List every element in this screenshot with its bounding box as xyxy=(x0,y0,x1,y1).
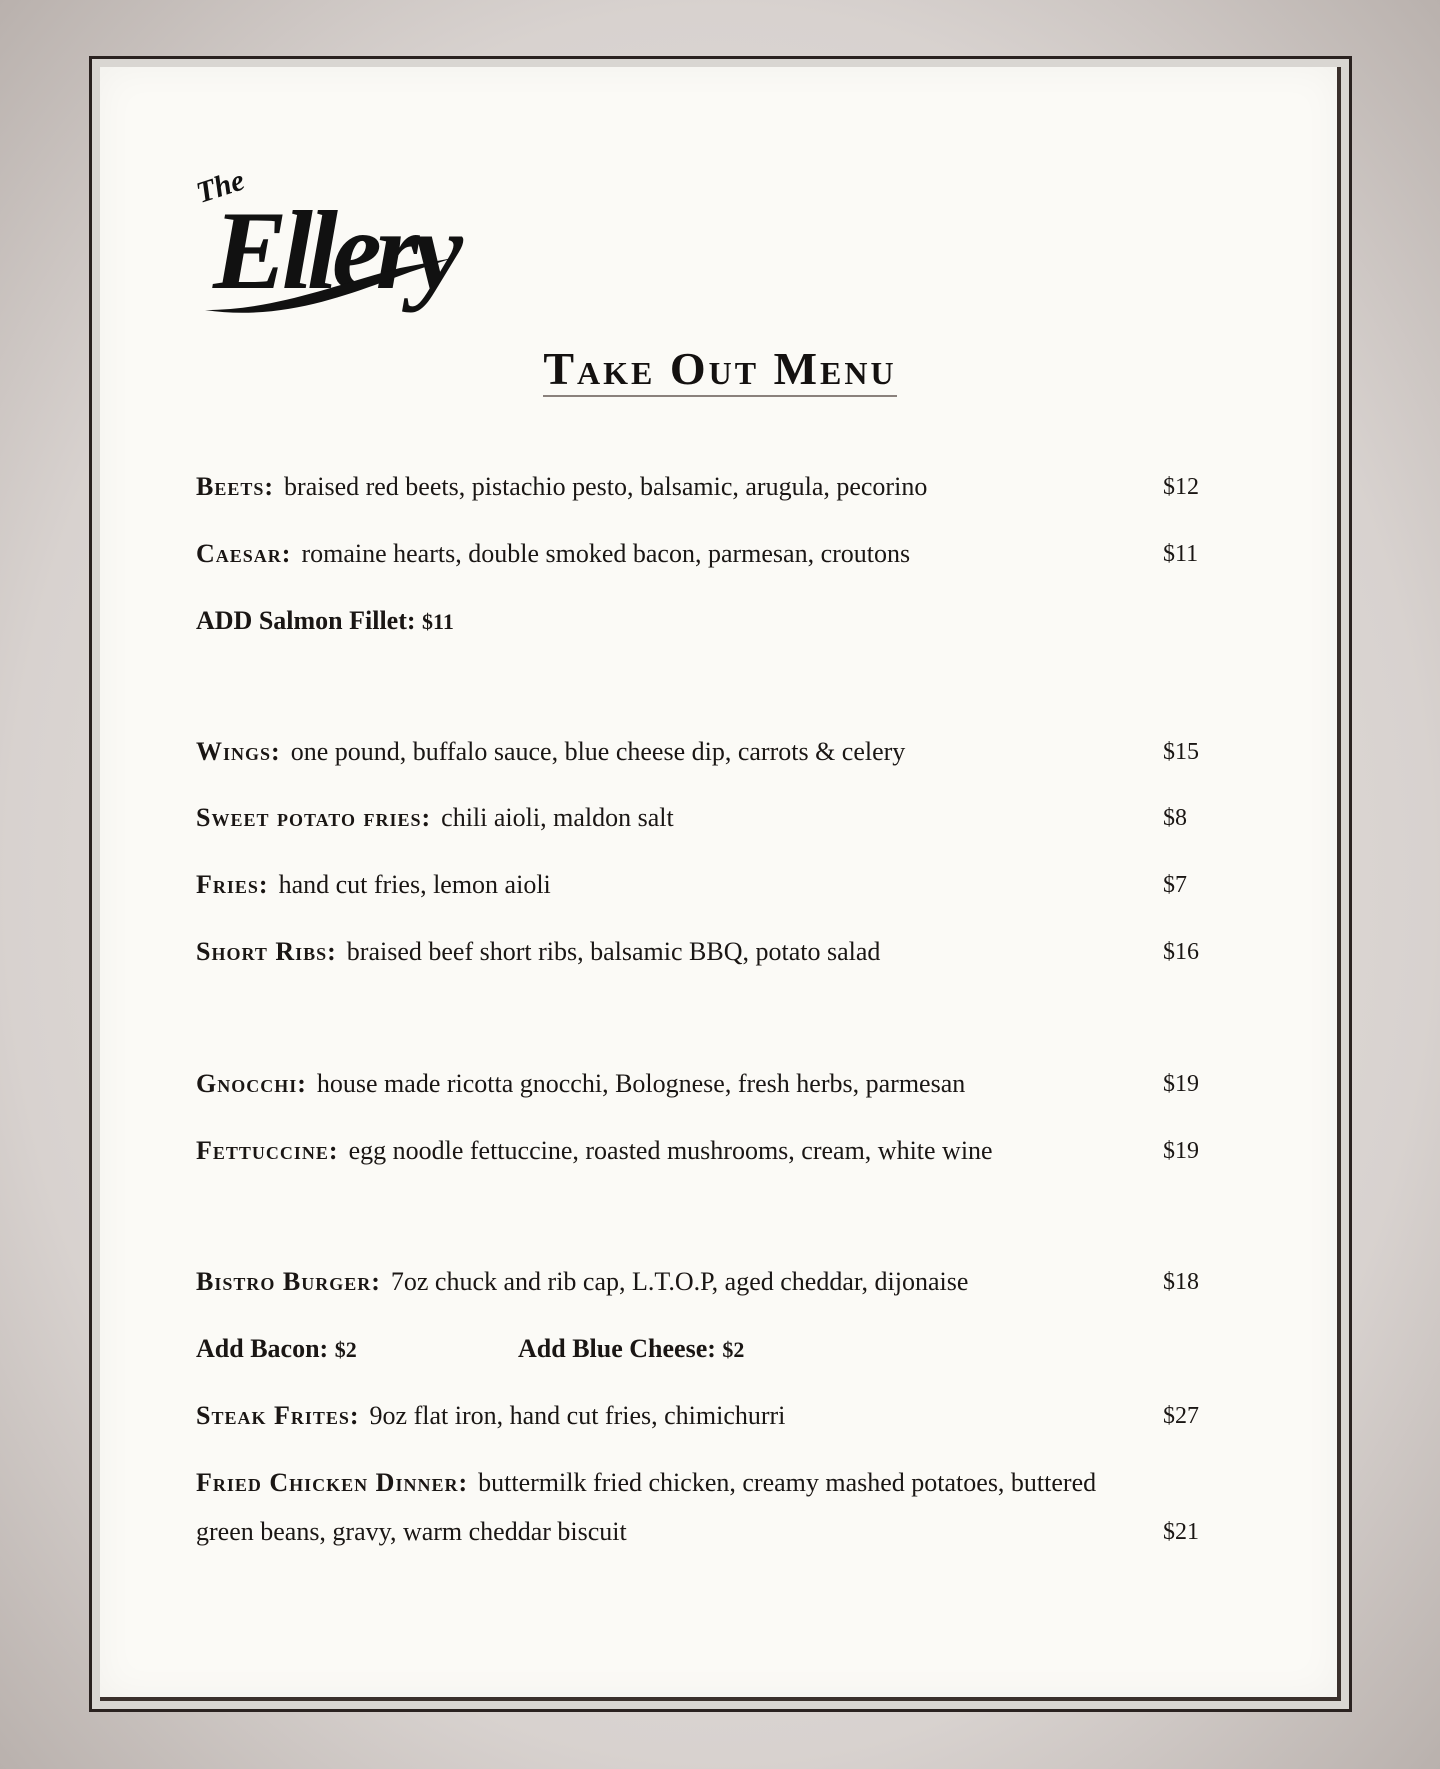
addon-price: $11 xyxy=(422,609,454,634)
logo-main-text: Ellery xyxy=(213,189,457,313)
addon-label: Add Bacon: xyxy=(196,1334,329,1363)
addon-price: $2 xyxy=(334,1337,357,1362)
menu-item-bistro-burger xyxy=(196,1264,1201,1300)
menu-item-fried-chicken xyxy=(196,1465,1201,1501)
addon-price: $2 xyxy=(722,1337,745,1362)
item-name: Wings: xyxy=(196,737,281,766)
item-name: Bistro Burger: xyxy=(196,1267,381,1296)
menu-item-beets xyxy=(196,469,1201,505)
item-desc: romaine hearts, double smoked bacon, parmesan, croutons xyxy=(301,539,911,568)
menu-item-fried-chicken-line2 xyxy=(196,1514,1201,1550)
menu-item-wings xyxy=(196,734,1201,770)
item-desc: hand cut fries, lemon aioli xyxy=(278,870,551,899)
addon-blue-cheese xyxy=(518,1331,744,1368)
item-name: Fried Chicken Dinner: xyxy=(196,1468,469,1497)
item-name: Short Ribs: xyxy=(196,937,337,966)
item-name: Fettuccine: xyxy=(196,1136,339,1165)
item-desc: 9oz flat iron, hand cut fries, chimichurri xyxy=(369,1401,786,1430)
item-desc: green beans, gravy, warm cheddar biscuit xyxy=(196,1517,627,1546)
menu-item-fettuccine xyxy=(196,1133,1201,1169)
logo-small-text: The xyxy=(195,163,249,210)
item-desc: one pound, buffalo sauce, blue cheese dip, carrots & celery xyxy=(290,737,906,766)
addon-burger-extras xyxy=(196,1331,1201,1368)
menu-item-gnocchi xyxy=(196,1066,1201,1102)
item-price: $19 xyxy=(1163,1138,1199,1164)
menu-item-fries xyxy=(196,867,1201,903)
item-desc: buttermilk fried chicken, creamy mashed potatoes, buttered xyxy=(478,1468,1097,1497)
item-price: $7 xyxy=(1163,872,1187,898)
addon-salmon xyxy=(196,603,1201,640)
item-price: $27 xyxy=(1163,1403,1199,1429)
item-desc: braised red beets, pistachio pesto, balsamic, arugula, pecorino xyxy=(284,472,928,501)
item-price: $12 xyxy=(1163,474,1199,500)
menu-item-short-ribs xyxy=(196,934,1201,970)
item-price: $18 xyxy=(1163,1269,1199,1295)
item-desc: house made ricotta gnocchi, Bolognese, fresh herbs, parmesan xyxy=(316,1069,966,1098)
addon-label: Add Blue Cheese: xyxy=(518,1334,716,1363)
item-desc: 7oz chuck and rib cap, L.T.O.P, aged cheddar, dijonaise xyxy=(390,1267,969,1296)
item-name: Sweet potato fries: xyxy=(196,803,432,832)
item-name: Steak Frites: xyxy=(196,1401,360,1430)
item-price: $8 xyxy=(1163,805,1187,831)
item-name: Gnocchi: xyxy=(196,1069,307,1098)
item-price: $19 xyxy=(1163,1071,1199,1097)
item-price: $11 xyxy=(1163,541,1199,567)
menu-item-caesar xyxy=(196,536,1201,572)
menu-title: Take Out Menu xyxy=(543,345,896,397)
ellery-logo xyxy=(195,160,465,330)
item-name: Beets: xyxy=(196,472,275,501)
item-desc: chili aioli, maldon salt xyxy=(441,803,674,832)
item-desc: egg noodle fettuccine, roasted mushrooms, cream, white wine xyxy=(348,1136,993,1165)
item-price: $15 xyxy=(1163,739,1199,765)
item-name: Fries: xyxy=(196,870,269,899)
item-desc: braised beef short ribs, balsamic BBQ, potato salad xyxy=(346,937,881,966)
menu-title-wrap xyxy=(0,345,1440,397)
logo-graphic xyxy=(195,160,465,330)
menu-item-sweet-potato-fries xyxy=(196,800,1201,836)
addon-bacon xyxy=(196,1334,357,1363)
addon-label: ADD Salmon Fillet: xyxy=(196,606,416,635)
menu-item-steak-frites xyxy=(196,1398,1201,1434)
item-price: $16 xyxy=(1163,939,1199,965)
item-price: $21 xyxy=(1163,1519,1199,1545)
item-name: Caesar: xyxy=(196,539,292,568)
